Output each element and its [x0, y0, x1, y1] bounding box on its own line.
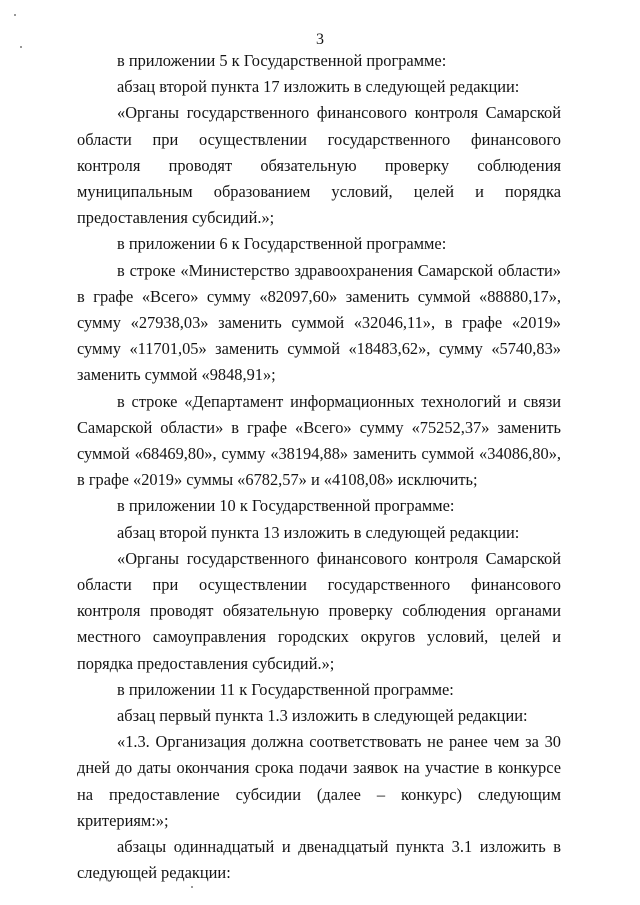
paragraph-1: в приложении 5 к Государственной программе:: [117, 51, 447, 70]
paragraph-8: абзац второй пункта 13 изложить в следующей редакции:: [117, 522, 520, 542]
paragraph-13: абзацы одиннадцатый и двенадцатый пункта 3.1 изложить в следующей редакции:: [77, 837, 561, 883]
paragraph-11: абзац первый пункта 1.3 изложить в следующей редакции:: [117, 706, 528, 726]
paragraph-3: «Органы государственного финансового контроля Самарской области при осуществлении государственного финансового контроля проводят обязательную проверку соблюдения муниципальным образованием условий, целей и порядка предоставления субсидий.»;: [77, 103, 561, 228]
paragraph-6: в строке «Департамент информационных технологий и связи Самарской области» в графе «Всего» сумму «75252,37» заменить суммой «68469,80», сумму «38194,88» заменить суммой «34086,80», в графе «2019» суммы «6782,57» и «4108,08» исключить;: [77, 391, 561, 490]
scan-speck: [20, 46, 22, 48]
paragraph-5: в строке «Министерство здравоохранения Самарской области» в графе «Всего» сумму «82097,60» заменить суммой «88880,17», сумму «27938,03» заменить суммой «32046,11», в графе «2019» сумму «11701,05» заменить суммой «18483,62», сумму «5740,83» заменить суммой «9848,91»;: [77, 260, 561, 385]
paragraph-10: в приложении 11 к Государственной программе:: [117, 679, 454, 699]
paragraph-9: «Органы государственного финансового контроля Самарской области при осуществлении государственного финансового контроля проводят обязательную проверку соблюдения органами местного самоуправления городских округов условий, целей и порядка предоставления субсидий.»;: [77, 548, 561, 673]
document-body: [77, 48, 561, 887]
scan-speck: [14, 14, 16, 16]
paragraph-4: в приложении 6 к Государственной программе:: [117, 234, 447, 254]
scan-speck: [191, 886, 193, 888]
page-number: 3: [316, 31, 324, 48]
paragraph-7: в приложении 10 к Государственной программе:: [117, 496, 455, 516]
paragraph-12: «1.3. Организация должна соответствовать не ранее чем за 30 дней до даты окончания срока подачи заявок на участие в конкурсе на предоставление субсидии (далее – конкурс) следующим критериям:»;: [77, 732, 561, 830]
paragraph-2: абзац второй пункта 17 изложить в следующей редакции:: [117, 77, 520, 97]
